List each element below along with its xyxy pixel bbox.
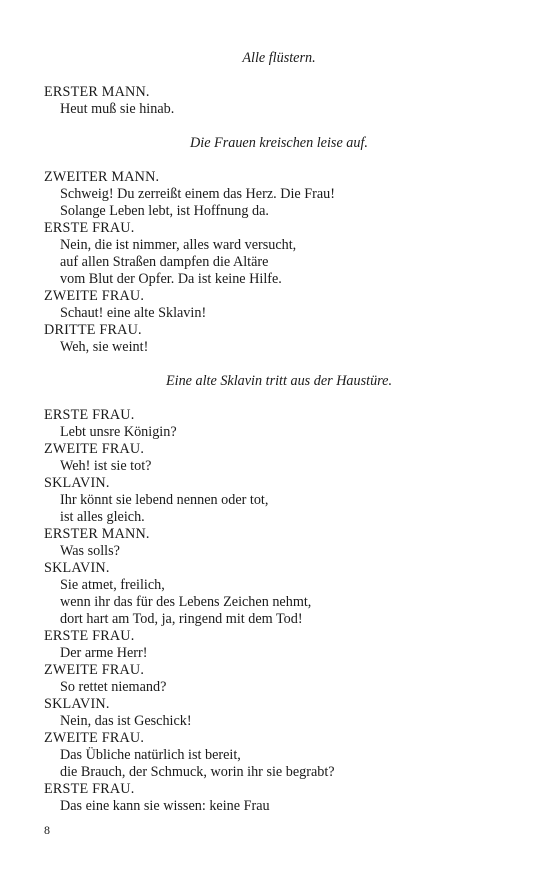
verse-line: Heut muß sie hinab.	[60, 101, 175, 117]
speaker-name: ZWEITER MANN.	[44, 169, 160, 185]
stage-direction: Alle flüstern.	[242, 50, 316, 66]
verse-line: Schweig! Du zerreißt einem das Herz. Die Frau!	[60, 186, 335, 202]
verse-line: Das eine kann sie wissen: keine Frau	[60, 798, 270, 814]
verse-line: die Brauch, der Schmuck, worin ihr sie begrabt?	[60, 764, 335, 780]
verse-line: Das Übliche natürlich ist bereit,	[60, 747, 241, 763]
speaker-name: ERSTE FRAU.	[44, 781, 135, 797]
speaker-name: SKLAVIN.	[44, 696, 110, 712]
speaker-name: ERSTE FRAU.	[44, 628, 135, 644]
speaker-name: SKLAVIN.	[44, 560, 110, 576]
speaker-name: SKLAVIN.	[44, 475, 110, 491]
verse-line: Ihr könnt sie lebend nennen oder tot,	[60, 492, 269, 508]
speaker-name: ERSTE FRAU.	[44, 407, 135, 423]
speaker-name: DRITTE FRAU.	[44, 322, 142, 338]
verse-line: Weh! ist sie tot?	[60, 458, 152, 474]
verse-line: dort hart am Tod, ja, ringend mit dem Tod!	[60, 611, 303, 627]
verse-line: ist alles gleich.	[60, 509, 145, 525]
speaker-name: ZWEITE FRAU.	[44, 441, 145, 457]
speaker-name: ERSTE FRAU.	[44, 220, 135, 236]
verse-line: Sie atmet, freilich,	[60, 577, 165, 593]
stage-direction: Die Frauen kreischen leise auf.	[190, 135, 368, 151]
page-number: 8	[44, 823, 50, 837]
verse-line: auf allen Straßen dampfen die Altäre	[60, 254, 269, 270]
verse-line: Schaut! eine alte Sklavin!	[60, 305, 207, 321]
verse-line: Was solls?	[60, 543, 120, 559]
verse-line: Nein, die ist nimmer, alles ward versucht,	[60, 237, 297, 253]
play-text	[44, 50, 514, 815]
speaker-name: ERSTER MANN.	[44, 84, 150, 100]
speaker-name: ZWEITE FRAU.	[44, 662, 145, 678]
verse-line: wenn ihr das für des Lebens Zeichen nehmt,	[60, 594, 312, 610]
verse-line: Lebt unsre Königin?	[60, 424, 177, 440]
verse-line: Der arme Herr!	[60, 645, 148, 661]
verse-line: Solange Leben lebt, ist Hoffnung da.	[60, 203, 269, 219]
stage-direction: Eine alte Sklavin tritt aus der Haustüre.	[165, 373, 393, 389]
speaker-name: ERSTER MANN.	[44, 526, 150, 542]
speaker-name: ZWEITE FRAU.	[44, 288, 145, 304]
verse-line: Nein, das ist Geschick!	[60, 713, 192, 729]
verse-line: vom Blut der Opfer. Da ist keine Hilfe.	[60, 271, 282, 287]
verse-line: So rettet niemand?	[60, 679, 167, 695]
speaker-name: ZWEITE FRAU.	[44, 730, 145, 746]
verse-line: Weh, sie weint!	[60, 339, 149, 355]
